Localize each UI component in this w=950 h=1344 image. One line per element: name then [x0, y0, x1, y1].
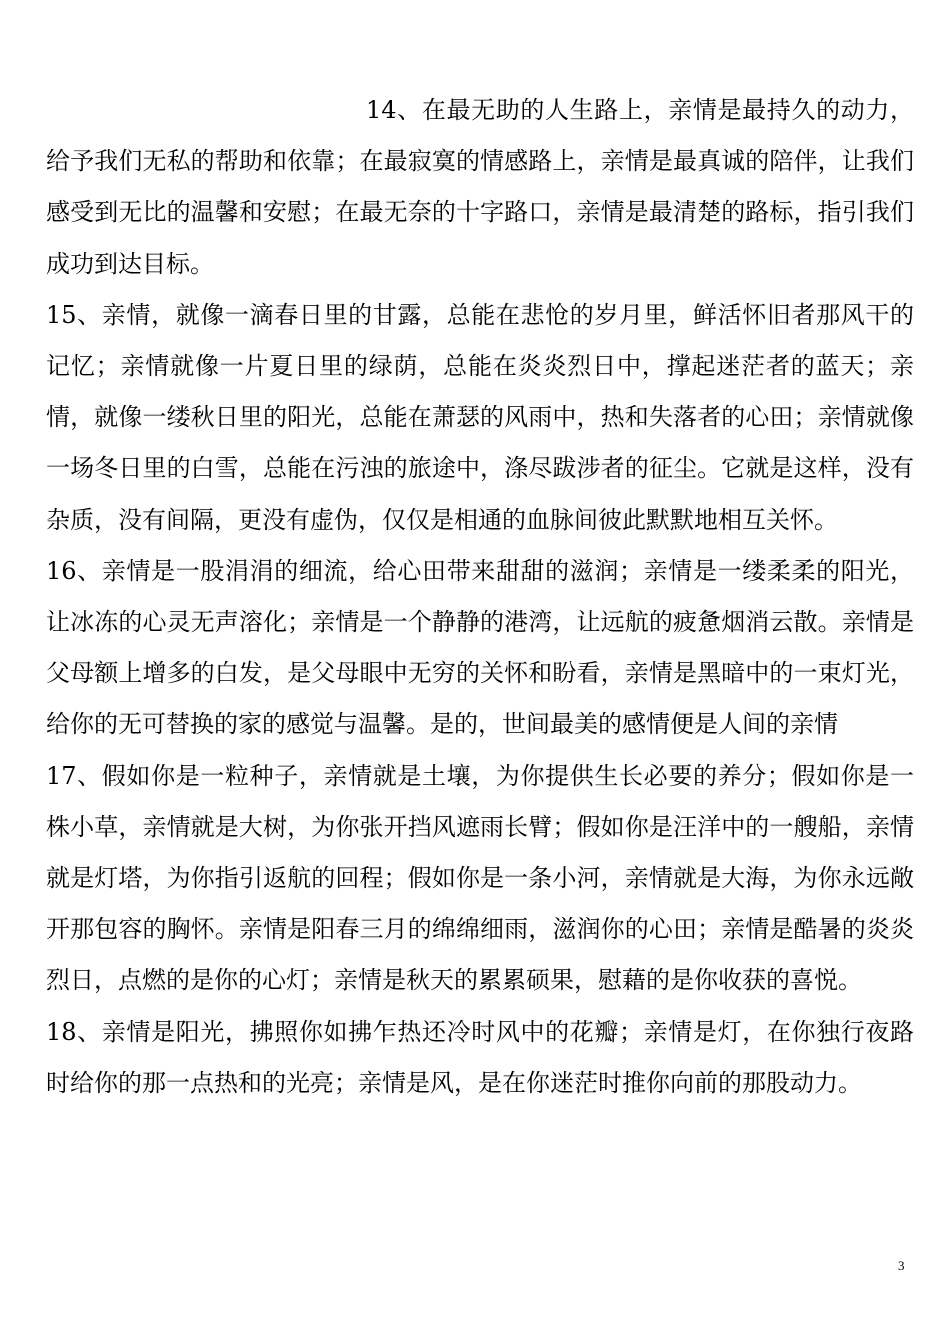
paragraph-14: 14、在最无助的人生路上，亲情是最持久的动力，给予我们无私的帮助和依靠；在最寂寞的情感路上，亲情是最真诚的陪伴，让我们感受到无比的温馨和安慰；在最无奈的十字路口，亲情是最清楚的路标，指引我们成功到达目标。 [46, 96, 914, 278]
paragraph-15: 15、亲情，就像一滴春日里的甘露，总能在悲怆的岁月里，鲜活怀旧者那风干的记忆；亲情就像一片夏日里的绿荫，总能在炎炎烈日中，撑起迷茫者的蓝天；亲情，就像一缕秋日里的阳光，总能在萧瑟的风雨中，热和失落者的心田；亲情就像一场冬日里的白雪，总能在污浊的旅途中，涤尽跋涉者的征尘。它就是这样，没有杂质，没有间隔，更没有虚伪，仅仅是相通的血脉间彼此默默地相互关怀。 [46, 300, 914, 534]
paragraph-18: 18、亲情是阳光，拂照你如拂乍热还冷时风中的花瓣；亲情是灯，在你独行夜路时给你的那一点热和的光亮；亲情是风，是在你迷茫时推你向前的那股动力。 [46, 1017, 914, 1097]
page-number: 3 [898, 1258, 905, 1273]
paragraph-17: 17、假如你是一粒种子，亲情就是土壤，为你提供生长必要的养分；假如你是一株小草，亲情就是大树，为你张开挡风遮雨长臂；假如你是汪洋中的一艘船，亲情就是灯塔，为你指引返航的回程；假如你是一条小河，亲情就是大海，为你永远敞开那包容的胸怀。亲情是阳春三月的绵绵细雨，滋润你的心田；亲情是酷暑的炎炎烈日，点燃的是你的心灯；亲情是秋天的累累硕果，慰藉的是你收获的喜悦。 [46, 761, 914, 995]
paragraph-16: 16、亲情是一股涓涓的细流，给心田带来甜甜的滋润；亲情是一缕柔柔的阳光，让冰冻的心灵无声溶化；亲情是一个静静的港湾，让远航的疲惫烟消云散。亲情是父母额上增多的白发，是父母眼中无穷的关怀和盼看，亲情是黑暗中的一束灯光，给你的无可替换的家的感觉与温馨。是的，世间最美的感情便是人间的亲情 [46, 556, 914, 739]
document-body [46, 85, 914, 1109]
